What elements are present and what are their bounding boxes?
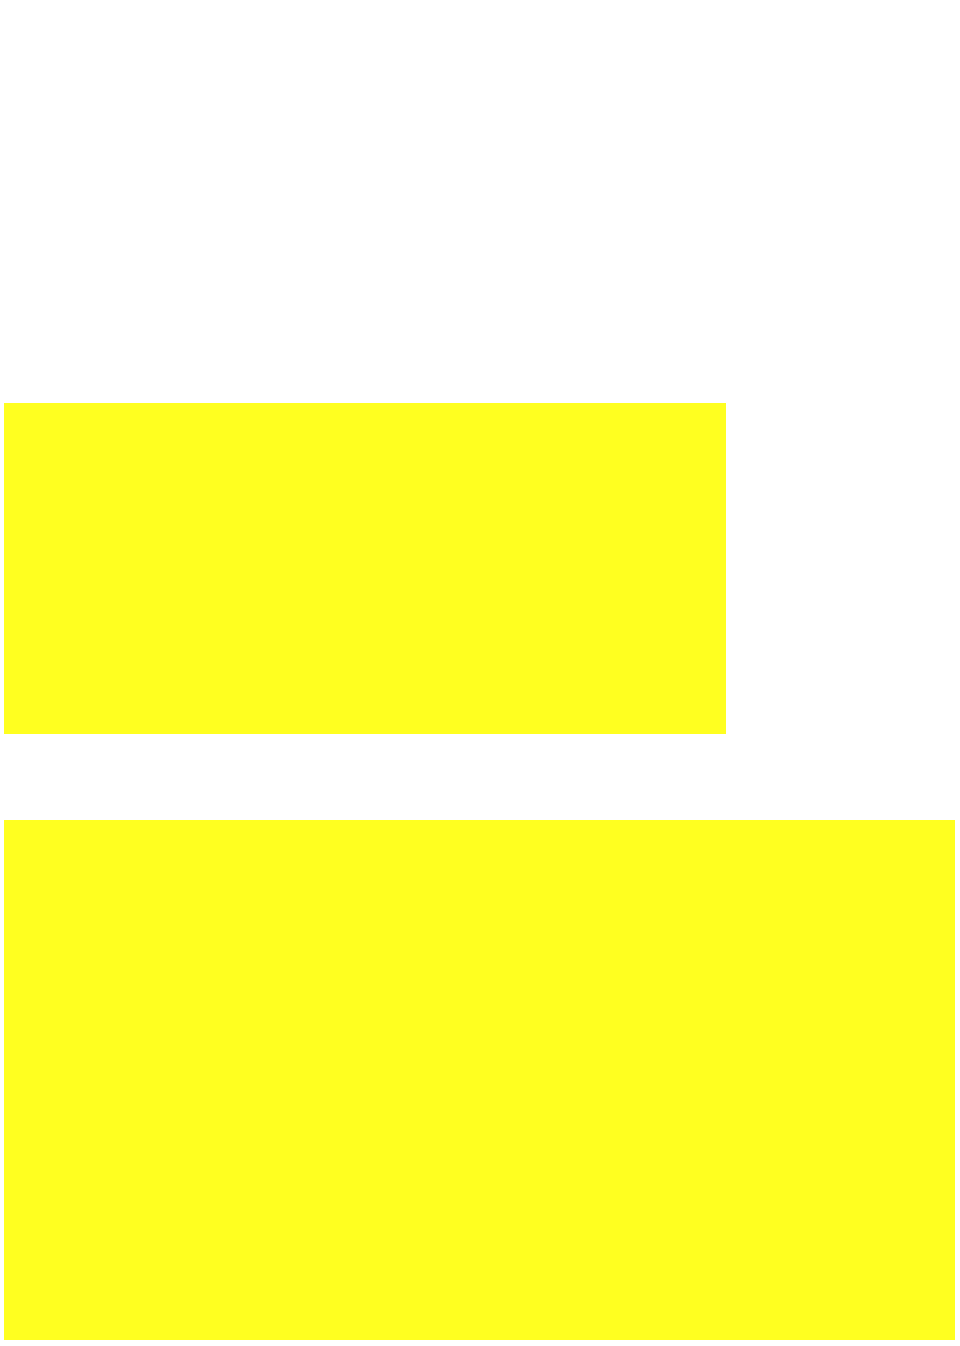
- dirs-table: [4, 403, 726, 734]
- cmds-table: [4, 820, 955, 1340]
